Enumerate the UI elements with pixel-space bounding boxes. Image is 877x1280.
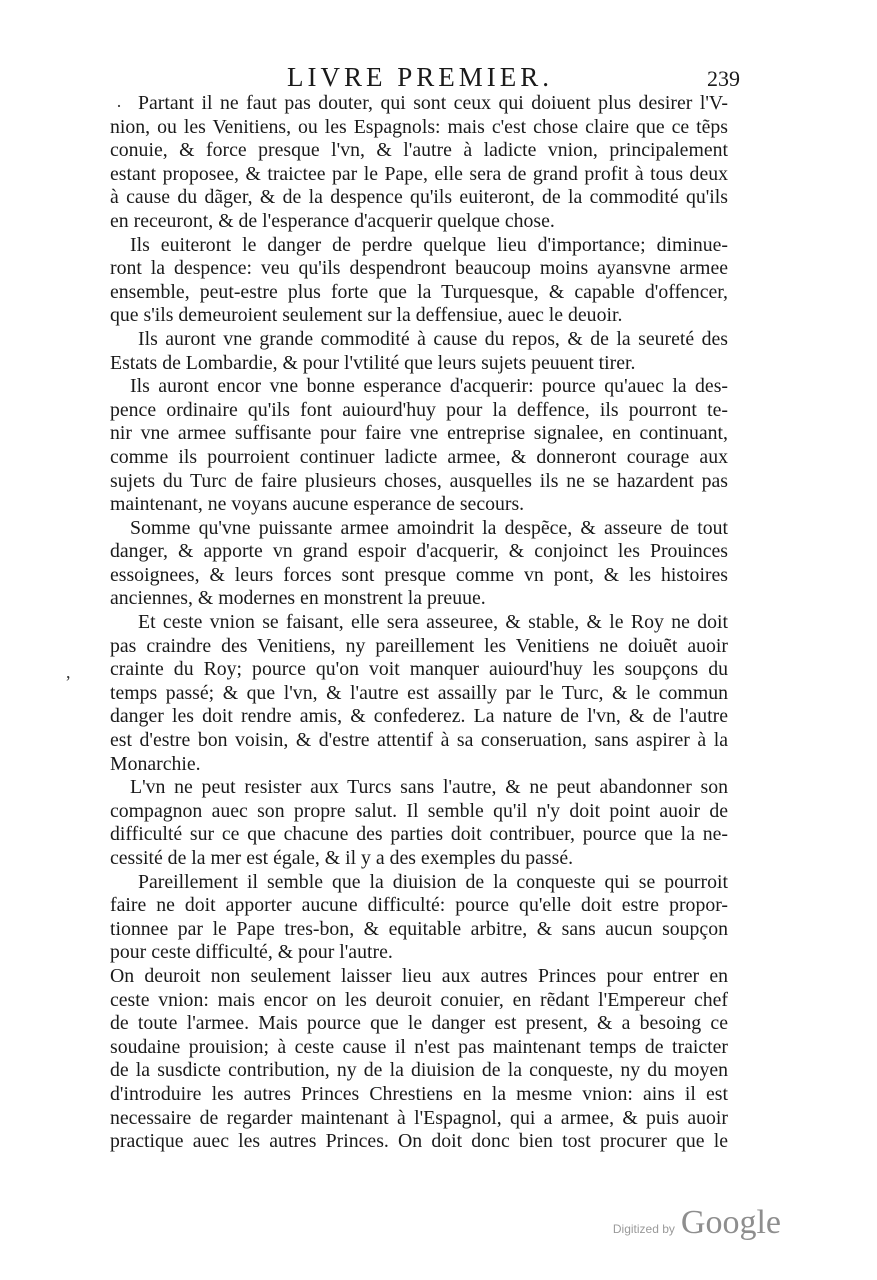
text-line: temps passé; & que l'vn, & l'autre est assailly par le Turc, & le commun <box>110 681 728 704</box>
digitized-watermark <box>613 1204 781 1242</box>
text-line: L'vn ne peut resister aux Turcs sans l'autre, & ne peut abandonner son <box>130 776 728 799</box>
text-line: pas craindre des Venitiens, ny pareillement les Venitiens ne doiuẽt auoir <box>110 634 728 657</box>
text-line: ront la despence: veu qu'ils despendront beaucoup moins ayansvne armee <box>110 257 728 280</box>
text-line: pence ordinaire qu'ils font auiourd'huy pour la deffence, ils pourront te- <box>110 398 728 421</box>
text-line: danger, & apporte vn grand espoir d'acquerir, & conjoinct les Prouinces <box>110 540 728 563</box>
text-line: de toute l'armee. Mais pource que le danger est present, & a besoing ce <box>110 1012 728 1035</box>
text-line: nion, ou les Venitiens, ou les Espagnols: mais c'est chose claire que ce tẽps <box>110 115 728 138</box>
text-line: est d'estre bon voisin, & d'estre attentif à sa conseruation, sans aspirer à la <box>110 729 728 752</box>
text-line: soudaine prouision; à ceste cause il n'est pas maintenant temps de traicter <box>110 1035 728 1058</box>
text-line: Somme qu'vne puissante armee amoindrit la despẽce, & asseure de tout <box>130 516 728 539</box>
google-logo: Google <box>680 1204 781 1241</box>
text-line: conuie, & force presque l'vn, & l'autre à ladicte vnion, principalement <box>110 139 728 162</box>
running-head: LIVRE PREMIER. <box>286 62 553 92</box>
digitized-by-label: Digitized by <box>612 1222 675 1236</box>
text-line: faire ne doit apporter aucune difficulté: pource qu'elle doit estre propor- <box>110 894 728 917</box>
text-line: Ils auront vne grande commodité à cause du repos, & de la seureté des <box>138 327 728 350</box>
text-line: d'introduire les autres Princes Chrestiens en la mesme vnion: ains il est <box>110 1082 728 1105</box>
text-line: Estats de Lombardie, & pour l'vtilité que leurs sujets peuuent tirer. <box>110 351 636 374</box>
text-line: ceste vnion: mais encor on les deuroit conuier, en rẽdant l'Empereur chef <box>110 988 728 1011</box>
body-text <box>110 92 728 1154</box>
text-line: Partant il ne faut pas douter, qui sont ceux qui doiuent plus desirer l'V- <box>138 92 728 114</box>
text-line: difficulté sur ce que chacune des parties doit contribuer, pource que la ne- <box>110 823 728 846</box>
text-line: compagnon auec son propre salut. Il semble qu'il n'y doit point auoir de <box>110 799 728 822</box>
page-number: 239 <box>707 66 740 91</box>
text-line: necessaire de regarder maintenant à l'Espagnol, qui a armee, & puis auoir <box>110 1106 728 1129</box>
text-line: ensemble, peut-estre plus forte que la Turquesque, & capable d'offencer, <box>110 280 728 303</box>
text-line: sujets du Turc de faire plusieurs choses, ausquelles ils ne se hazardent pas <box>110 469 728 492</box>
text-line: Ils auront encor vne bonne esperance d'acquerir: pource qu'auec la des- <box>130 375 728 398</box>
text-line: nir vne armee suffisante pour faire vne entreprise signalee, en continuant, <box>110 422 728 445</box>
text-line: On deuroit non seulement laisser lieu aux autres Princes pour entrer en <box>110 964 728 987</box>
margin-mark: , <box>66 662 71 682</box>
text-line: essoignees, & leurs forces sont presque comme vn pont, & les histoires <box>110 563 728 586</box>
text-line: danger les doit rendre amis, & confederez. La nature de l'vn, & de l'autre <box>110 705 728 728</box>
text-line: Ils euiteront le danger de perdre quelque lieu d'importance; diminue- <box>130 233 728 256</box>
text-line: crainte du Roy; pource qu'on voit manquer auiourd'huy les soupçons du <box>110 658 728 681</box>
page-header <box>110 62 740 96</box>
text-line: Pareillement il semble que la diuision de la conqueste qui se pourroit <box>138 870 728 893</box>
margin-mark: · <box>116 96 122 116</box>
text-line: Et ceste vnion se faisant, elle sera asseuree, & stable, & le Roy ne doit <box>138 611 728 634</box>
text-line: pour ceste difficulté, & pour l'autre. <box>110 941 393 964</box>
text-line: estant proposee, & traictee par le Pape, elle sera de grand profit à tous deux <box>110 162 728 185</box>
text-line: maintenant, ne voyans aucune esperance de secours. <box>110 493 525 516</box>
text-line: que s'ils demeuroient seulement sur la deffensiue, auec le deuoir. <box>110 304 623 327</box>
text-line: cessité de la mer est égale, & il y a des exemples du passé. <box>110 847 574 869</box>
text-line: en receuront, & de l'esperance d'acquerir quelque chose. <box>110 209 555 232</box>
text-line: comme ils pourroient continuer ladicte armee, & donneront courage aux <box>110 445 728 468</box>
text-line: Monarchie. <box>110 752 201 775</box>
text-line: tionnee par le Pape tres-bon, & equitable arbitre, & sans aucun soupçon <box>110 917 728 940</box>
text-line: practique auec les autres Princes. On doit donc bien tost procurer que le <box>110 1130 728 1153</box>
text-line: à cause du dãger, & de la despence qu'ils euiteront, de la commodité qu'ils <box>110 186 728 209</box>
text-line: de la susdicte contribution, ny de la diuision de la conqueste, ny du moyen <box>110 1059 728 1082</box>
text-line: anciennes, & modernes en monstrent la preuue. <box>110 587 486 610</box>
